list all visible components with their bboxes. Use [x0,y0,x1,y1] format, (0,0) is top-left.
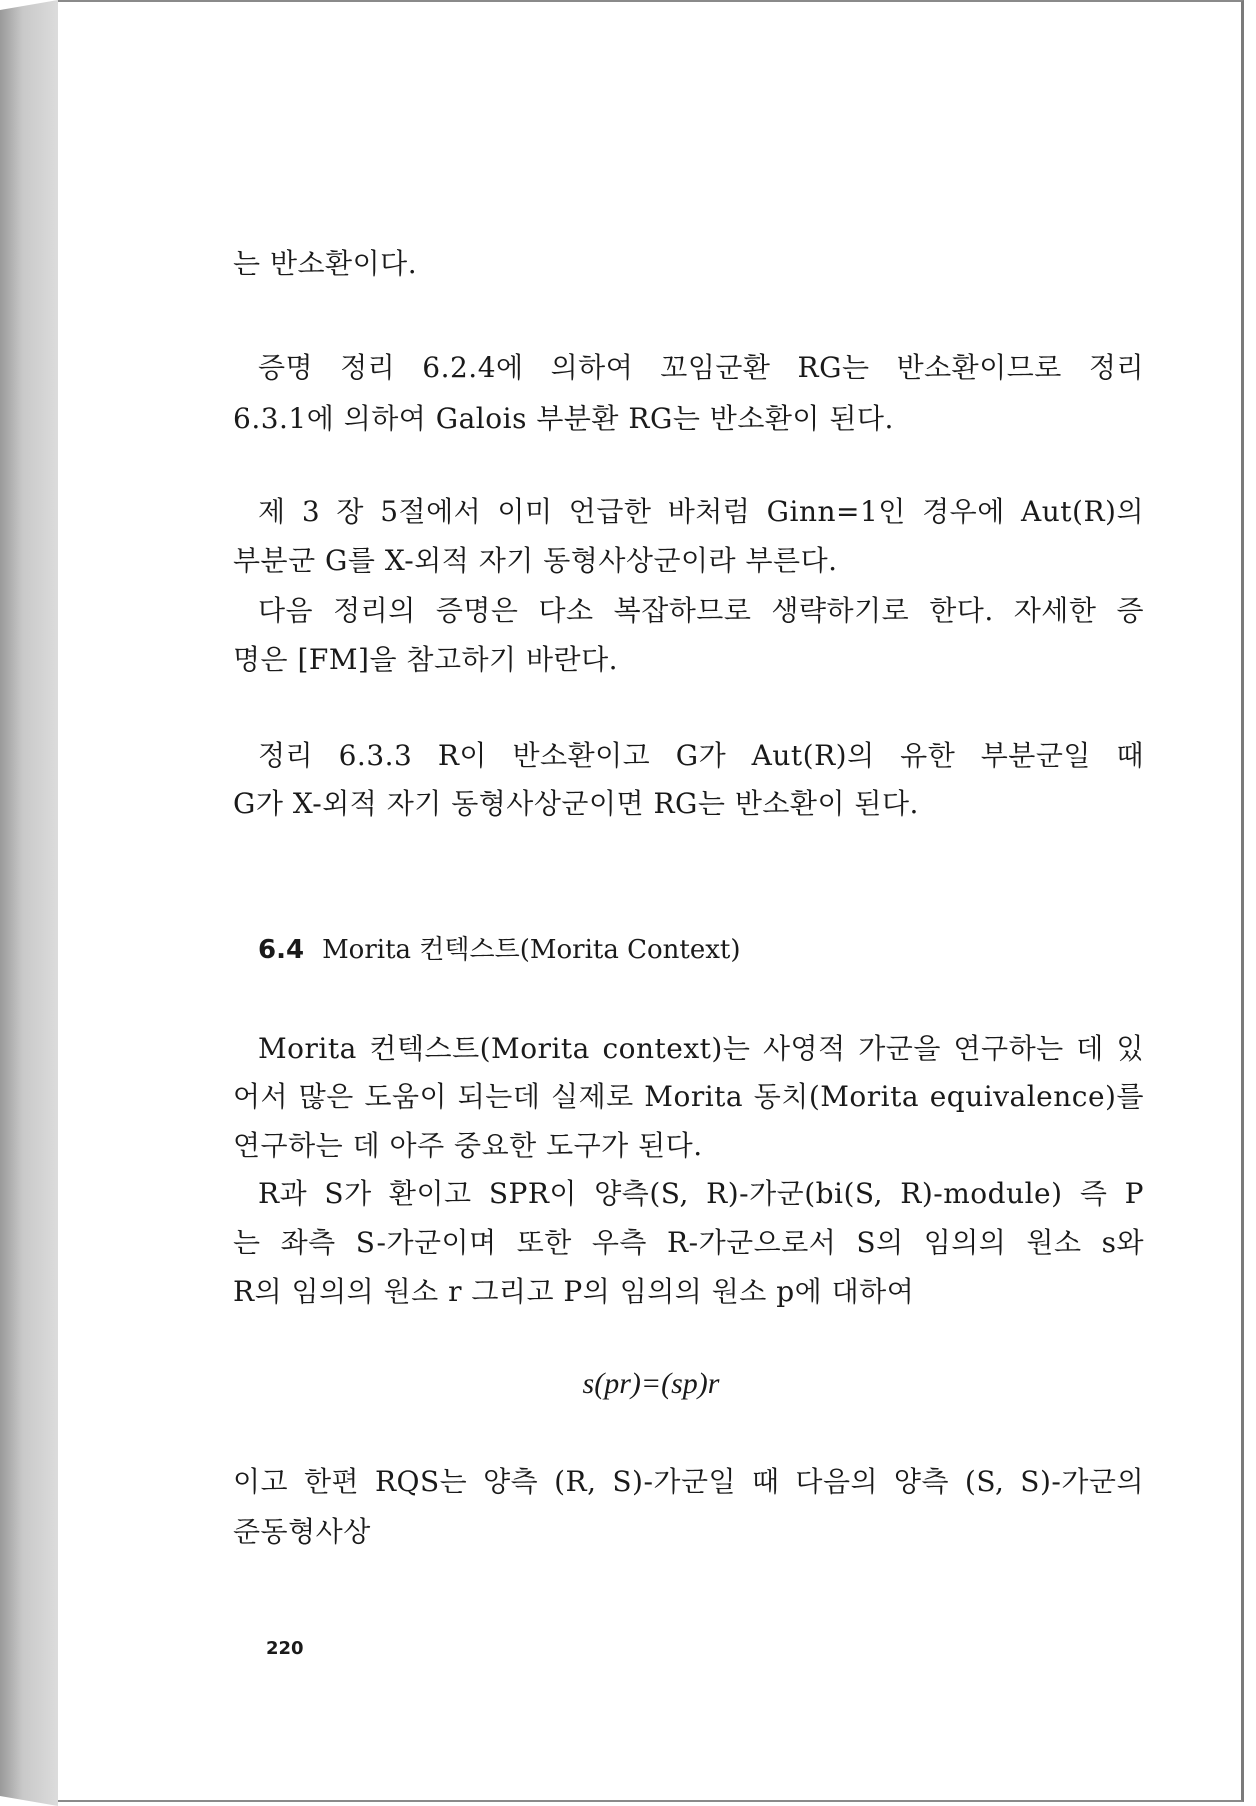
text-line: 는 반소환이다. [233,247,418,280]
text-line: 다음 정리의 증명은 다소 복잡하므로 생략하기로 한다. 자세한 증 [258,594,1144,627]
theorem-line: 정리 6.3.3 R이 반소환이고 G가 Aut(R)의 유한 부분군일 때 [258,739,1144,772]
text-line: 는 좌측 S-가군이며 또한 우측 R-가군으로서 S의 임의의 원소 s와 [233,1226,1144,1259]
page-content [58,2,1241,1800]
text-line: 명은 [FM]을 참고하기 바란다. [233,643,619,676]
text-line: R과 S가 환이고 SPR이 양측(S, R)-가군(bi(S, R)-module) 즉 P [258,1177,1144,1210]
text-line: 6.3.1에 의하여 Galois 부분환 RG는 반소환이 된다. [233,402,894,435]
book-spine [0,0,58,1806]
text-line: 연구하는 데 아주 중요한 도구가 된다. [233,1129,703,1162]
theorem-line: G가 X-외적 자기 동형사상군이면 RG는 반소환이 된다. [233,787,919,820]
section-title: Morita 컨텍스트(Morita Context) [322,935,741,965]
section-heading [258,932,741,968]
section-number: 6.4 [258,935,305,965]
text-line: 준동형사상 [233,1515,371,1548]
text-line: 어서 많은 도움이 되는데 실제로 Morita 동치(Morita equivalence)를 [233,1080,1144,1113]
text-line: Morita 컨텍스트(Morita context)는 사영적 가군을 연구하는 데 있 [258,1032,1144,1065]
text-line: 증명 정리 6.2.4에 의하여 꼬임군환 RG는 반소환이므로 정리 [258,351,1144,384]
text-line: 이고 한편 RQS는 양측 (R, S)-가군일 때 다음의 양측 (S, S)-가군의 [233,1465,1144,1498]
page-number: 220 [266,1638,304,1659]
text-line: 제 3 장 5절에서 이미 언급한 바처럼 Ginn=1인 경우에 Aut(R)의 [258,495,1144,528]
book-page [58,0,1244,1802]
text-line: 부분군 G를 X-외적 자기 동형사상군이라 부른다. [233,544,838,577]
formula: s(pr)=(sp)r [582,1367,720,1400]
text-line: R의 임의의 원소 r 그리고 P의 임의의 원소 p에 대하여 [233,1275,915,1308]
